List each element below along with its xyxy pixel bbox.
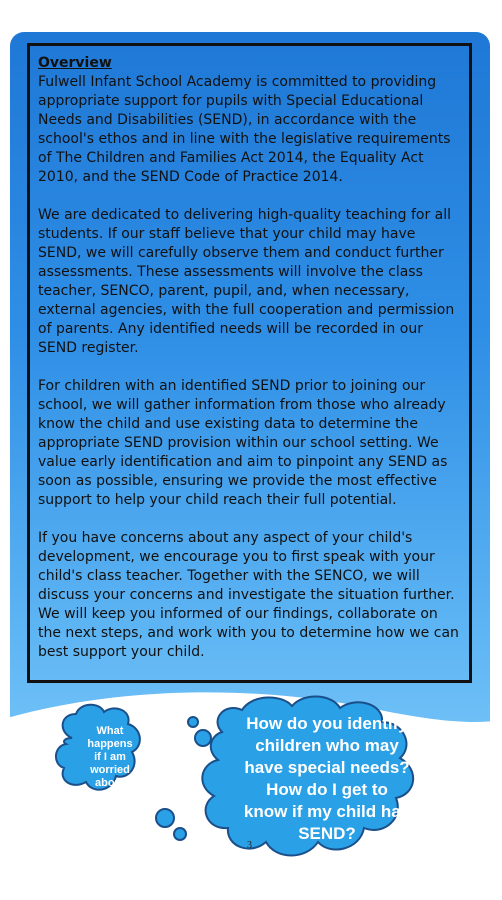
- big-cloud-line: SEND?: [298, 824, 356, 843]
- overview-paragraph-4: If you have concerns about any aspect of your child's development, we encourage you to first speak with your child's class teacher. Together with the SENCO, we will discuss your concerns and investigate the situation further. We will keep you informed of our findings, collaborate on the next steps, and work with you to determine how we can best support your child.: [38, 530, 459, 660]
- small-cloud-line: happens: [87, 738, 133, 750]
- page-number: 3: [247, 840, 252, 851]
- small-cloud-line: child?: [93, 803, 127, 815]
- big-cloud-line: How do you identify: [246, 714, 408, 733]
- big-cloud-line: know if my child has: [243, 802, 411, 821]
- small-cloud-line: if I am: [94, 751, 126, 763]
- big-cloud-line: children who may: [255, 736, 399, 755]
- small-cloud-line: my: [102, 790, 118, 802]
- big-cloud-question: [222, 713, 432, 845]
- big-cloud-line: have special needs?: [244, 758, 410, 777]
- small-cloud-question: [70, 725, 150, 816]
- overview-paragraph-1: Fulwell Infant School Academy is committed to providing appropriate support for pupils with Special Educational Needs and Disabilities (SEND), in accordance with the school's ethos and in line with the legislative requirements of The Children and Families Act 2014, the Equality Act 2010, and the SEND Code of Practice 2014.: [38, 74, 451, 185]
- small-cloud-line: What: [96, 725, 124, 737]
- overview-text-box: [27, 43, 472, 683]
- overview-heading: Overview: [38, 55, 112, 71]
- small-cloud-line: worried: [90, 764, 130, 776]
- overview-paragraph-2: We are dedicated to delivering high-quality teaching for all students. If our staff believe that your child may have SEND, we will carefully observe them and conduct further assessments. These assessments will involve the class teacher, SENCO, parent, pupil, and, when necessary, external agencies, with the full cooperation and permission of parents. Any identified needs will be recorded in our SEND register.: [38, 207, 455, 356]
- small-cloud-line: about: [95, 777, 125, 789]
- overview-paragraph-3: For children with an identified SEND prior to joining our school, we will gather information from those who already know the child and use existing data to determine the appropriate SEND provision within our school setting. We value early identification and aim to pinpoint any SEND as soon as possible, ensuring we provide the most effective support to help your child reach their full potential.: [38, 378, 448, 508]
- big-cloud-line: How do I get to: [266, 780, 388, 799]
